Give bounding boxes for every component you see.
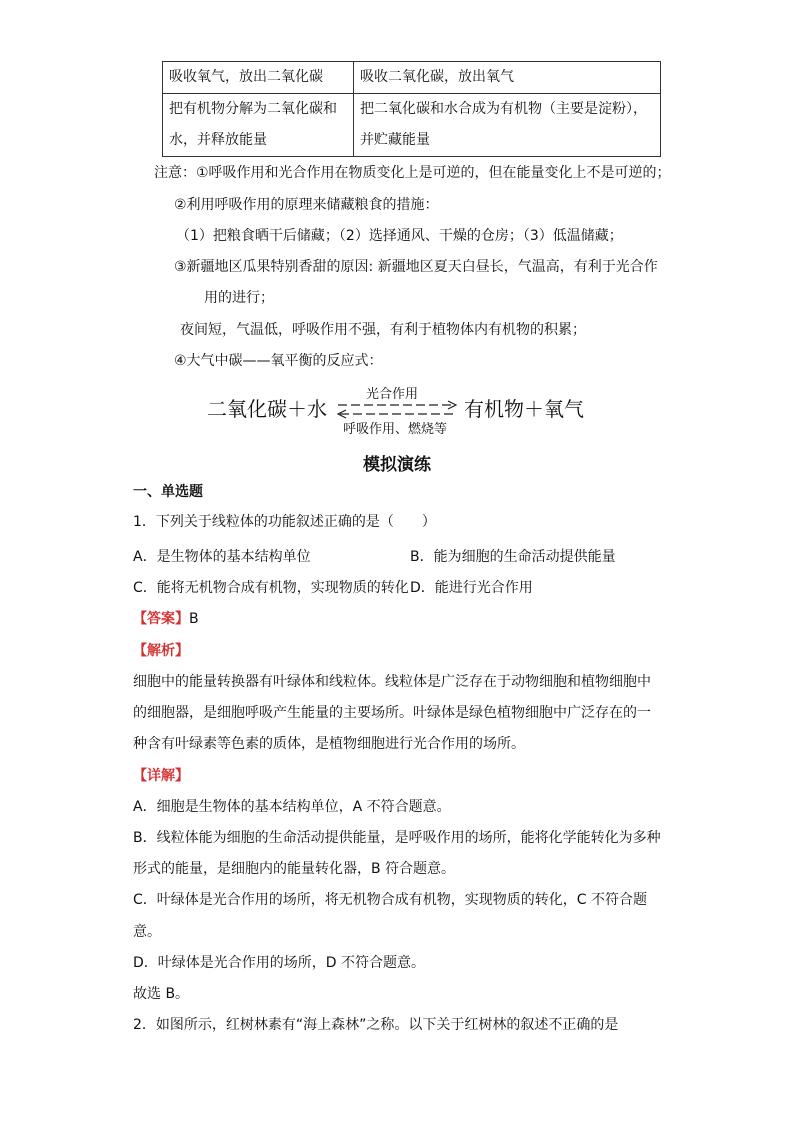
table-row [163,94,661,157]
q1-detail-line: C．叶绿体是光合作用的场所，将无机物合成有机物，实现物质的转化，C 不符合题 [133,892,647,908]
q1-detail-line: 形式的能量，是细胞内的能量转化器，B 符合题意。 [133,861,456,877]
cell-line: 并贮藏能量 [360,132,430,148]
section-heading: 一、单选题 [133,484,203,500]
equation-bottom-label: 呼吸作用、燃烧等 [343,422,448,437]
q1-analysis-line: 的细胞器，是细胞呼吸产生能量的主要场所。叶绿体是绿色植物细胞中广泛存在的一 [133,705,651,721]
equilibrium-arrows-icon [334,400,462,420]
q1-detail-line: D．叶绿体是光合作用的场所，D 不符合题意。 [133,955,426,971]
note-2: ②利用呼吸作用的原理来储藏粮食的措施： [174,197,439,213]
q1-option-b: B．能为细胞的生命活动提供能量 [410,549,616,565]
q1-analysis-line: 种含有叶绿素等色素的质体，是植物细胞进行光合作用的场所。 [133,736,525,752]
table-row [163,62,661,94]
q1-answer-line [133,609,199,629]
q1-detail-line: A．细胞是生物体的基本结构单位，A 不符合题意。 [133,799,451,815]
q1-analysis-heading [133,641,189,661]
table-cell: 吸收氧气，放出二氧化碳 [163,62,354,94]
q1-option-a: A．是生物体的基本结构单位 [133,549,311,565]
table-cell: 吸收二氧化碳，放出氧气 [354,62,661,94]
note-4b: 用的进行； [204,290,274,306]
q1-option-c: C．能将无机物合成有机物，实现物质的转化 [133,580,409,596]
cell-line: 把有机物分解为二氧化碳和 [169,101,337,117]
cell-line: 水，并释放能量 [169,132,267,148]
analysis-tag: 【解析】 [133,643,189,659]
q1-detail-line: 意。 [133,924,161,940]
q1-detail-heading [133,766,189,786]
detail-tag: 【详解】 [133,768,189,784]
q1-option-d: D．能进行光合作用 [410,580,533,596]
note-3: （1）把粮食晒干后储藏；（2）选择通风、干燥的仓房；（3）低温储藏； [176,228,623,244]
q1-conclusion: 故选 B。 [133,986,190,1002]
comparison-table [162,61,661,157]
equation-left: 二氧化碳＋水 [207,397,327,421]
note-4a: ③新疆地区瓜果特别香甜的原因: 新疆地区夏天白昼长，气温高，有利于光合作 [174,259,658,275]
table-cell [354,94,661,157]
table-cell [163,94,354,157]
q1-detail-line: B．线粒体能为细胞的生命活动提供能量，是呼吸作用的场所，能将化学能转化为多种 [133,830,661,846]
note-1: 注意：①呼吸作用和光合作用在物质变化上是可逆的，但在能量变化上不是可逆的； [154,165,671,181]
section-title: 模拟演练 [363,455,431,475]
q1-analysis-line: 细胞中的能量转换器有叶绿体和线粒体。线粒体是广泛存在于动物细胞和植物细胞中 [133,674,651,690]
equation-right: 有机物＋氧气 [464,397,584,421]
answer-tag: 【答案】 [133,611,189,627]
equation-top-label: 光合作用 [366,387,419,402]
answer-value: B [189,611,199,627]
q2-stem: 2．如图所示，红树林素有“海上森林”之称。以下关于红树林的叙述不正确的是 [133,1017,619,1033]
q1-stem: 1．下列关于线粒体的功能叙述正确的是（ ） [133,514,436,530]
note-6: ④大气中碳——氧平衡的反应式： [174,353,383,369]
note-5: 夜间短，气温低，呼吸作用不强，有利于植物体内有机物的积累； [180,322,586,338]
cell-line: 把二氧化碳和水合成为有机物（主要是淀粉）， [360,101,647,117]
